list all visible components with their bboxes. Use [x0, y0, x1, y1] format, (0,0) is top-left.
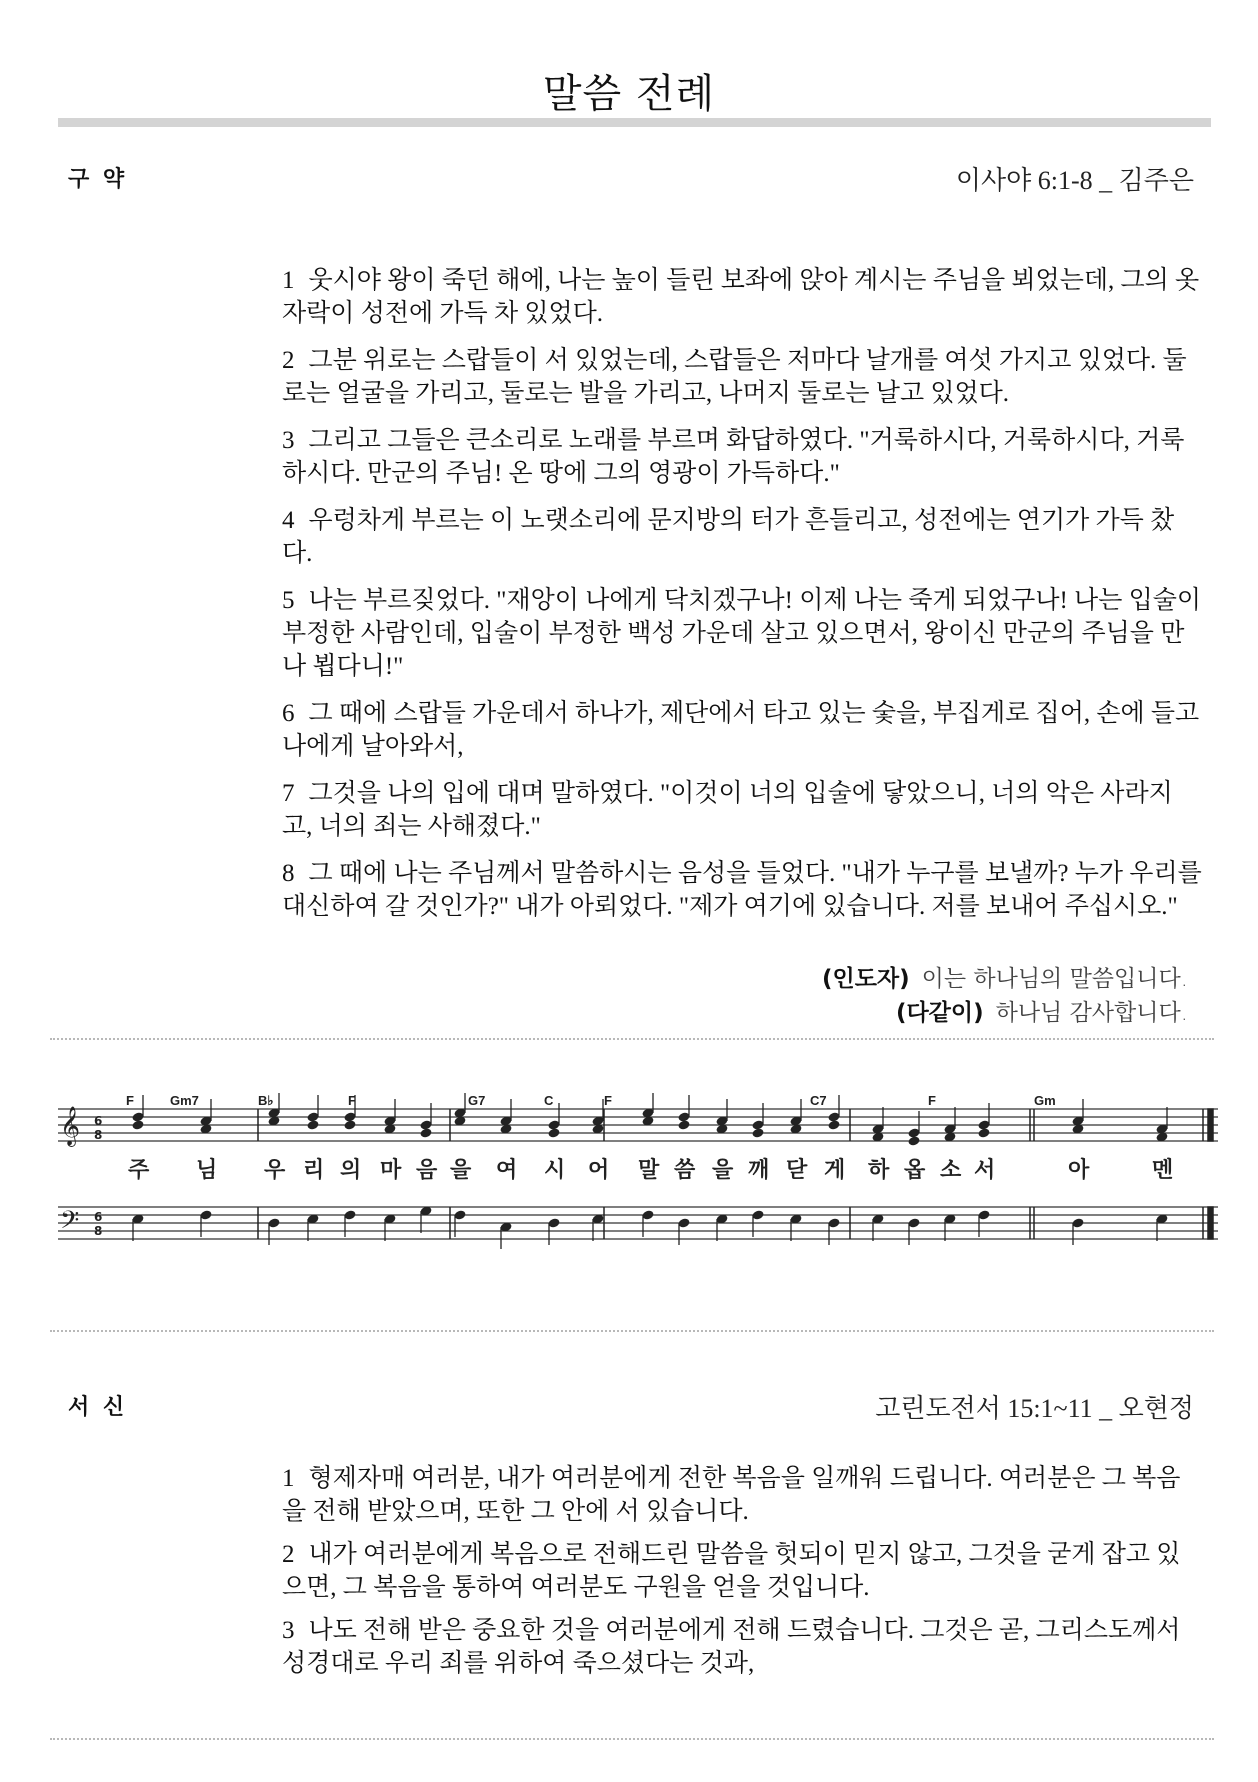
verse-text: 내가 여러분에게 복음으로 전해드린 말씀을 헛되이 믿지 않고, 그것을 굳게 잡고 있으면, 그 복음을 통하여 여러분도 구원을 얻을 것입니다.	[282, 1541, 1181, 1601]
treble-clef-icon: 𝄞	[60, 1106, 81, 1146]
note-head	[827, 1119, 840, 1130]
verse-number: 1	[282, 267, 295, 294]
verse	[282, 344, 1202, 410]
verse-text: 그리고 그들은 큰소리로 노래를 부르며 화답하였다. "거룩하시다, 거룩하시다, 거룩하시다. 만군의 주님! 온 땅에 그의 영광이 가득하다."	[282, 427, 1185, 487]
lyric-syllable: 우	[264, 1158, 286, 1183]
lyric-syllable: 님	[196, 1158, 218, 1183]
verse-text: 그 때에 스랍들 가운데서 하나가, 제단에서 타고 있는 숯을, 부집게로 집어, 손에 들고 나에게 날아와서,	[282, 700, 1200, 760]
note-head	[907, 1135, 920, 1146]
verse	[282, 1614, 1202, 1680]
verse	[282, 504, 1202, 570]
lyric-syllable: 멘	[1152, 1158, 1174, 1183]
verse-number: 2	[282, 1541, 295, 1568]
verse	[282, 1462, 1202, 1528]
section-label-old-testament: 구 약	[68, 167, 128, 192]
verse-number: 2	[282, 347, 295, 374]
verse-number: 8	[282, 860, 295, 887]
music-score	[58, 1093, 1218, 1253]
verse-text: 나는 부르짖었다. "재앙이 나에게 닥치겠구나! 이제 나는 죽게 되었구나! 나는 입술이 부정한 사람인데, 입술이 부정한 백성 가운데 살고 있으면서, 왕이신 만군의 주님을 만나 뵙다니!"	[282, 587, 1202, 680]
lyric-syllable: 하	[868, 1158, 890, 1183]
lyric-syllable: 여	[496, 1158, 518, 1183]
note-head	[547, 1127, 560, 1138]
verse	[282, 777, 1202, 843]
lyric-syllable: 소	[940, 1158, 962, 1183]
chord-symbol: F	[348, 1093, 356, 1108]
lyric-syllable: 음	[416, 1158, 438, 1183]
verse-number: 5	[282, 587, 295, 614]
verse-number: 4	[282, 507, 295, 534]
verse-number: 3	[282, 427, 295, 454]
chord-symbol: F	[604, 1093, 612, 1108]
dotted-divider	[50, 1330, 1214, 1332]
verse-text: 그것을 나의 입에 대며 말하였다. "이것이 너의 입술에 닿았으니, 너의 악은 사라지고, 너의 죄는 사해졌다."	[282, 780, 1173, 840]
final-bar	[1208, 1109, 1213, 1141]
lyric-syllable: 시	[544, 1158, 566, 1183]
dotted-divider	[50, 1738, 1214, 1740]
dotted-divider	[50, 1038, 1214, 1040]
lyric-syllable: 마	[380, 1158, 402, 1183]
note-head	[977, 1127, 990, 1138]
final-bar	[1208, 1207, 1213, 1239]
epistle-reading	[282, 1462, 1202, 1690]
verse-text: 형제자매 여러분, 내가 여러분에게 전한 복음을 일깨워 드립니다. 여러분은 그 복음을 전해 받았으며, 또한 그 안에 서 있습니다.	[282, 1465, 1181, 1525]
title-divider	[58, 118, 1211, 127]
lyric-syllable: 깨	[748, 1158, 770, 1183]
bass-clef-icon: 𝄢	[60, 1206, 80, 1241]
verse-number: 3	[282, 1617, 295, 1644]
page-title: 말씀 전례	[542, 71, 716, 117]
treble-staff	[58, 1109, 1218, 1141]
response-speaker: (다같이)	[895, 1000, 984, 1026]
chord-symbol: Gm	[1034, 1093, 1056, 1108]
note-head	[419, 1127, 432, 1138]
reading-reference: 고린도전서 15:1~11 _ 오현정	[875, 1394, 1194, 1423]
verse-number: 1	[282, 1465, 295, 1492]
note-head	[751, 1127, 764, 1138]
verse-text: 그 때에 나는 주님께서 말씀하시는 음성을 들었다. "내가 누구를 보낼까? 누가 우리를 대신하여 갈 것인가?" 내가 아뢰었다. "제가 여기에 있습니다. 저를 보내어 주십시오."	[282, 860, 1202, 920]
response-text: 하나님 감사합니다.	[995, 1000, 1188, 1026]
note-head	[343, 1119, 356, 1130]
note-head	[677, 1119, 690, 1130]
lyric-syllable: 아	[1068, 1158, 1090, 1183]
verse-number: 7	[282, 780, 295, 807]
response-speaker: (인도자)	[821, 966, 910, 992]
lyric-syllable: 말	[638, 1158, 660, 1183]
verse-text: 우렁차게 부르는 이 노랫소리에 문지방의 터가 흔들리고, 성전에는 연기가 가득 찼다.	[282, 507, 1175, 567]
lyric-syllable: 의	[340, 1158, 362, 1183]
response-line	[822, 962, 1188, 996]
lyric-syllable: 게	[824, 1158, 846, 1183]
chord-symbol: C7	[810, 1093, 827, 1108]
chord-symbol: Gm7	[170, 1093, 199, 1108]
verse	[282, 697, 1202, 763]
lyric-syllable: 주	[128, 1158, 150, 1183]
chord-symbol: F	[928, 1093, 936, 1108]
time-sig-top: 6	[94, 1210, 103, 1224]
verse	[282, 1538, 1202, 1604]
responses	[822, 962, 1188, 1030]
time-sig-top: 6	[94, 1114, 103, 1128]
lyric-syllable: 을	[712, 1158, 734, 1183]
chord-symbol: F	[126, 1093, 134, 1108]
chord-symbol: G7	[468, 1093, 486, 1108]
verse-text: 웃시야 왕이 죽던 해에, 나는 높이 들린 보좌에 앉아 계시는 주님을 뵈었는데, 그의 옷자락이 성전에 가득 차 있었다.	[282, 267, 1200, 327]
lyric-syllable: 옵	[904, 1158, 926, 1183]
verse	[282, 264, 1202, 330]
time-sig-bottom: 8	[94, 1224, 103, 1238]
note-head	[131, 1119, 144, 1130]
reading-reference: 이사야 6:1-8 _ 김주은	[955, 166, 1194, 195]
verse-text: 나도 전해 받은 중요한 것을 여러분에게 전해 드렸습니다. 그것은 곧, 그리스도께서 성경대로 우리 죄를 위하여 죽으셨다는 것과,	[282, 1617, 1181, 1677]
verse	[282, 584, 1202, 683]
lyric-syllable: 어	[588, 1158, 610, 1183]
lyric-syllable: 리	[303, 1158, 325, 1183]
lyric-syllable: 씀	[674, 1158, 696, 1183]
lyric-syllable: 을	[450, 1158, 472, 1183]
lyric-syllable: 서	[974, 1158, 996, 1183]
section-label-epistle: 서 신	[68, 1395, 128, 1420]
chord-symbol: B♭	[258, 1093, 274, 1108]
bass-staff	[58, 1207, 1218, 1239]
time-sig-bottom: 8	[94, 1128, 103, 1142]
verse	[282, 857, 1202, 923]
response-text: 이는 하나님의 말씀입니다.	[921, 966, 1188, 992]
lyric-syllable: 닫	[786, 1158, 808, 1183]
old-testament-reading	[282, 264, 1202, 937]
chord-symbol: C	[544, 1093, 554, 1108]
verse-text: 그분 위로는 스랍들이 서 있었는데, 스랍들은 저마다 날개를 여섯 가지고 있었다. 둘로는 얼굴을 가리고, 둘로는 발을 가리고, 나머지 둘로는 날고 있었다.	[282, 347, 1187, 407]
response-line	[822, 996, 1188, 1030]
verse	[282, 424, 1202, 490]
note-head	[306, 1119, 319, 1130]
verse-number: 6	[282, 700, 295, 727]
